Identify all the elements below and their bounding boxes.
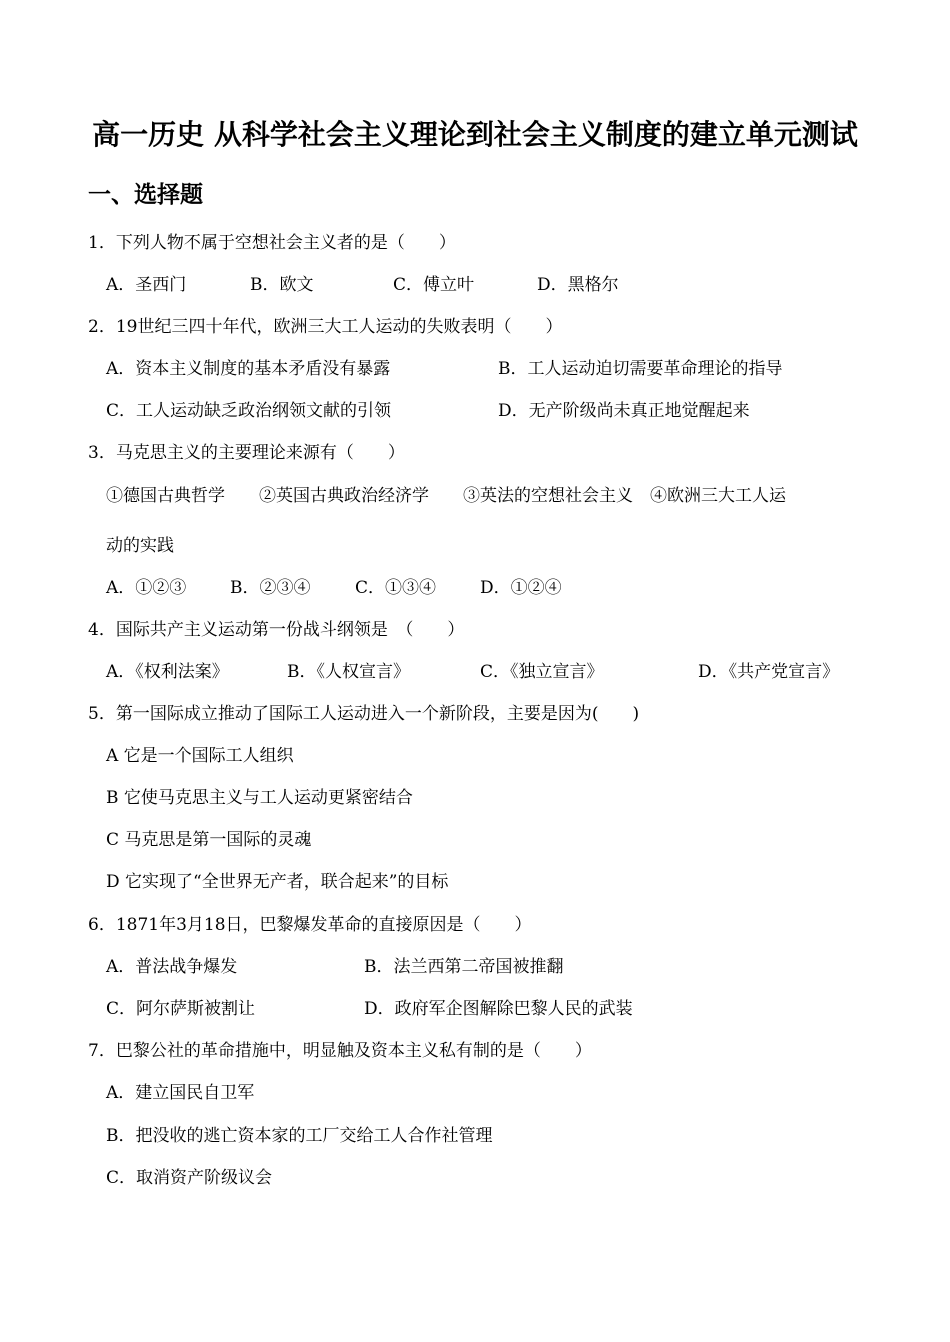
question-2-option-c: C．工人运动缺乏政治纲领文献的引领 [106, 401, 392, 421]
question-7-stem: 7．巴黎公社的革命措施中，明显触及资本主义私有制的是（ ） [88, 1041, 592, 1061]
question-5-option-b: B 它使马克思主义与工人运动更紧密结合 [106, 788, 413, 808]
question-5-option-c: C 马克思是第一国际的灵魂 [106, 830, 312, 850]
question-2-option-a: A．资本主义制度的基本矛盾没有暴露 [106, 359, 391, 379]
question-7-option-a: A．建立国民自卫军 [106, 1083, 255, 1103]
question-3-items-line-1: ①德国古典哲学 ②英国古典政治经济学 ③英法的空想社会主义 ④欧洲三大工人运 [106, 486, 786, 506]
question-5-option-d: D 它实现了“全世界无产者，联合起来”的目标 [106, 872, 449, 892]
question-4-option-c: C．《独立宣言》 [480, 662, 604, 682]
question-3-option-b: B．②③④ [230, 578, 311, 598]
question-2-option-b: B．工人运动迫切需要革命理论的指导 [498, 359, 783, 379]
question-3-stem: 3．马克思主义的主要理论来源有（ ） [88, 443, 405, 463]
question-6-option-d: D．政府军企图解除巴黎人民的武装 [364, 999, 633, 1019]
question-2-stem: 2．19世纪三四十年代，欧洲三大工人运动的失败表明（ ） [88, 317, 563, 337]
question-1-option-b: B．欧文 [250, 275, 314, 295]
question-2-option-d: D．无产阶级尚未真正地觉醒起来 [498, 401, 750, 421]
question-7-option-b: B．把没收的逃亡资本家的工厂交给工人合作社管理 [106, 1126, 493, 1146]
question-7-option-c: C．取消资产阶级议会 [106, 1168, 273, 1188]
question-1-stem: 1．下列人物不属于空想社会主义者的是（ ） [88, 233, 456, 253]
question-5-stem: 5．第一国际成立推动了国际工人运动进入一个新阶段，主要是因为( ) [88, 704, 640, 724]
question-6-option-b: B．法兰西第二帝国被推翻 [364, 957, 564, 977]
question-1-option-a: A．圣西门 [106, 275, 187, 295]
question-3-option-c: C．①③④ [355, 578, 437, 598]
question-3-items-line-2: 动的实践 [106, 536, 174, 556]
question-1-option-c: C．傅立叶 [393, 275, 475, 295]
question-5-option-a: A 它是一个国际工人组织 [106, 746, 294, 766]
question-3-option-a: A．①②③ [106, 578, 187, 598]
question-4-stem: 4．国际共产主义运动第一份战斗纲领是 （ ） [88, 620, 465, 640]
question-3-option-d: D．①②④ [480, 578, 562, 598]
question-4-option-b: B．《人权宣言》 [287, 662, 410, 682]
section-heading: 一、选择题 [88, 182, 203, 208]
question-4-option-a: A．《权利法案》 [106, 662, 229, 682]
question-1-option-d: D．黑格尔 [537, 275, 619, 295]
question-6-stem: 6．1871年3月18日，巴黎爆发革命的直接原因是（ ） [88, 915, 532, 935]
page-title: 高一历史 从科学社会主义理论到社会主义制度的建立单元测试 [92, 118, 858, 151]
question-6-option-c: C．阿尔萨斯被割让 [106, 999, 256, 1019]
question-4-option-d: D．《共产党宣言》 [698, 662, 840, 682]
question-6-option-a: A．普法战争爆发 [106, 957, 238, 977]
